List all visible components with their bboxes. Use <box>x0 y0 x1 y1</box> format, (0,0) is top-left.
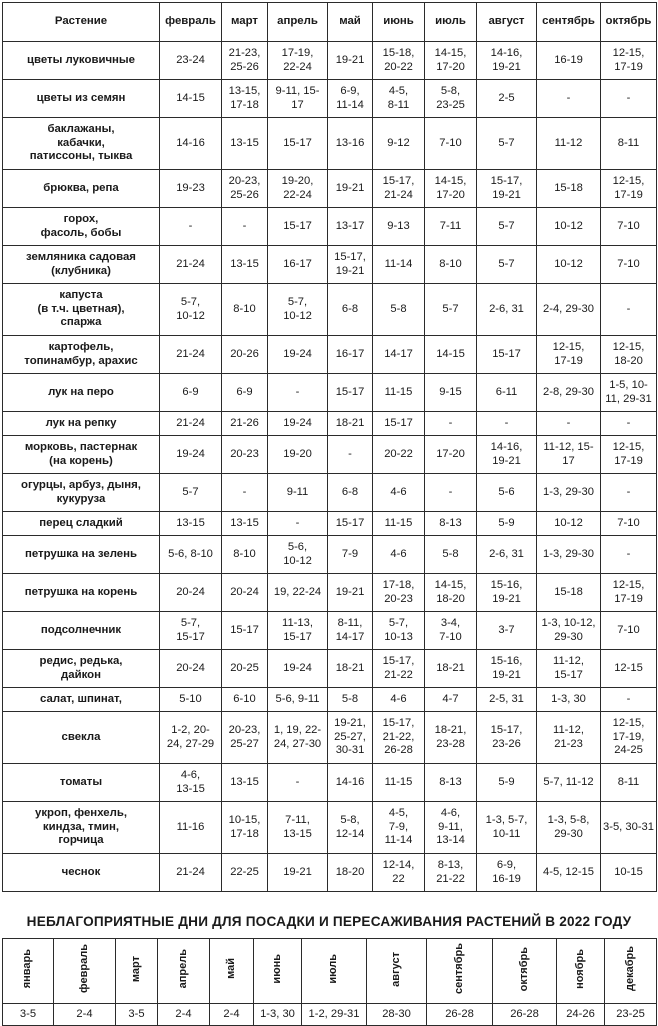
planting-days-cell: 12-15, 18-20 <box>601 336 657 374</box>
planting-days-cell: 4-6 <box>373 536 425 574</box>
planting-days-cell: 19-24 <box>268 650 328 688</box>
header-month: апрель <box>268 3 328 42</box>
table-header-row <box>3 3 657 42</box>
planting-days-cell: 15-17 <box>328 512 373 536</box>
table-row <box>3 170 657 208</box>
month-label: апрель <box>176 949 189 989</box>
planting-days-cell: 4-5, 12-15 <box>537 854 601 892</box>
planting-days-cell: 8-13 <box>425 512 477 536</box>
planting-days-cell: - <box>222 474 268 512</box>
month-label: август <box>389 951 402 987</box>
unfavorable-month-header <box>493 939 557 1004</box>
planting-days-cell: 7-10 <box>601 208 657 246</box>
planting-days-cell: 13-15 <box>222 512 268 536</box>
planting-days-cell: - <box>601 412 657 436</box>
unfavorable-days-cell: 3-5 <box>3 1004 54 1026</box>
planting-days-cell: 14-16, 19-21 <box>477 42 537 80</box>
plant-name: чеснок <box>3 854 160 892</box>
table-row <box>3 474 657 512</box>
planting-days-cell: 17-20 <box>425 436 477 474</box>
month-label: сентябрь <box>452 943 465 995</box>
month-label: октябрь <box>517 946 530 992</box>
plant-name: цветы луковичные <box>3 42 160 80</box>
planting-days-cell: 15-17 <box>268 118 328 170</box>
planting-days-cell: 6-9 <box>160 374 222 412</box>
planting-days-cell: 12-14, 22 <box>373 854 425 892</box>
planting-days-cell: 5-8 <box>328 688 373 712</box>
table-row <box>3 574 657 612</box>
planting-days-cell: 20-22 <box>373 436 425 474</box>
planting-days-cell: 15-18 <box>537 574 601 612</box>
unfavorable-days-cell: 2-4 <box>54 1004 116 1026</box>
planting-days-cell: 15-18 <box>537 170 601 208</box>
plant-name: брюква, репа <box>3 170 160 208</box>
planting-days-cell: 19-20 <box>268 436 328 474</box>
planting-days-cell: 20-23, 25-27 <box>222 712 268 764</box>
planting-days-cell: - <box>268 764 328 802</box>
planting-days-cell: 21-23, 25-26 <box>222 42 268 80</box>
planting-days-cell: - <box>268 512 328 536</box>
planting-days-cell: 8-11 <box>601 118 657 170</box>
table-row <box>3 42 657 80</box>
planting-days-cell: 23-24 <box>160 42 222 80</box>
planting-days-cell: 11-15 <box>373 374 425 412</box>
planting-days-cell: 5-6, 9-11 <box>268 688 328 712</box>
table-row <box>3 284 657 336</box>
planting-days-cell: 19-21 <box>328 574 373 612</box>
planting-days-cell: 15-17, 21-22 <box>373 650 425 688</box>
planting-days-cell: 14-15, 17-20 <box>425 170 477 208</box>
planting-days-cell: 15-16, 19-21 <box>477 650 537 688</box>
plant-name: редис, редька, дайкон <box>3 650 160 688</box>
planting-days-cell: 21-24 <box>160 246 222 284</box>
table-row <box>3 802 657 854</box>
table-row <box>3 374 657 412</box>
planting-days-cell: - <box>537 412 601 436</box>
month-label: июнь <box>270 954 283 984</box>
unfavorable-month-header <box>427 939 493 1004</box>
unfavorable-month-header <box>367 939 427 1004</box>
planting-days-cell: 15-17, 21-24 <box>373 170 425 208</box>
planting-days-cell: - <box>160 208 222 246</box>
table-row <box>3 764 657 802</box>
planting-days-cell: 7-10 <box>601 612 657 650</box>
planting-days-cell: 14-17 <box>373 336 425 374</box>
planting-days-cell: 21-24 <box>160 412 222 436</box>
month-label: май <box>224 958 237 980</box>
planting-days-cell: 18-21 <box>425 650 477 688</box>
planting-days-cell: - <box>222 208 268 246</box>
table-row <box>3 246 657 284</box>
month-label: февраль <box>77 944 90 994</box>
planting-days-cell: 19, 22-24 <box>268 574 328 612</box>
planting-days-cell: 5-9 <box>477 764 537 802</box>
planting-days-cell: 10-15 <box>601 854 657 892</box>
unfavorable-month-header <box>158 939 210 1004</box>
planting-days-cell: 7-10 <box>601 512 657 536</box>
planting-days-cell: 21-24 <box>160 336 222 374</box>
planting-days-cell: 20-24 <box>160 574 222 612</box>
plant-name: земляника садовая (клубника) <box>3 246 160 284</box>
planting-days-cell: 20-23 <box>222 436 268 474</box>
planting-days-cell: 1, 19, 22- 24, 27-30 <box>268 712 328 764</box>
planting-days-cell: 5-8 <box>373 284 425 336</box>
planting-days-cell: 4-6 <box>373 688 425 712</box>
planting-days-cell: 1-3, 30 <box>537 688 601 712</box>
planting-days-cell: 15-18, 20-22 <box>373 42 425 80</box>
unfavorable-days-cell: 1-2, 29-31 <box>302 1004 367 1026</box>
planting-days-cell: 18-21 <box>328 412 373 436</box>
planting-days-cell: 5-7 <box>160 474 222 512</box>
planting-days-cell: 12-15, 17-19, 24-25 <box>601 712 657 764</box>
unfavorable-days-cell: 2-4 <box>158 1004 210 1026</box>
planting-days-cell: 2-4, 29-30 <box>537 284 601 336</box>
planting-days-cell: 4-5, 8-11 <box>373 80 425 118</box>
planting-days-cell: 12-15, 17-19 <box>601 574 657 612</box>
unfavorable-month-header <box>557 939 605 1004</box>
planting-days-cell: 12-15, 17-19 <box>601 170 657 208</box>
planting-days-cell: 12-15, 17-19 <box>601 42 657 80</box>
planting-days-cell: 11-15 <box>373 764 425 802</box>
planting-days-cell: 14-15, 17-20 <box>425 42 477 80</box>
table-row <box>3 208 657 246</box>
planting-days-cell: 4-6, 9-11, 13-14 <box>425 802 477 854</box>
planting-days-cell: 1-3, 5-7, 10-11 <box>477 802 537 854</box>
planting-days-table <box>2 2 657 892</box>
table-row <box>3 650 657 688</box>
planting-days-cell: 3-5, 30-31 <box>601 802 657 854</box>
planting-days-cell: 19-20, 22-24 <box>268 170 328 208</box>
table-row <box>3 854 657 892</box>
planting-days-cell: 12-15, 17-19 <box>601 436 657 474</box>
table-row <box>3 712 657 764</box>
month-label: ноябрь <box>573 948 586 989</box>
planting-days-cell: - <box>537 80 601 118</box>
planting-days-cell: 5-7 <box>477 208 537 246</box>
header-month: октябрь <box>601 3 657 42</box>
planting-days-cell: 15-17 <box>222 612 268 650</box>
header-plant: Растение <box>3 3 160 42</box>
unfavorable-months-row <box>3 939 657 1004</box>
unfavorable-days-table <box>2 938 657 1026</box>
planting-days-cell: 1-3, 29-30 <box>537 474 601 512</box>
planting-days-cell: 1-3, 29-30 <box>537 536 601 574</box>
planting-days-cell: 19-24 <box>268 336 328 374</box>
planting-days-cell: 5-7 <box>425 284 477 336</box>
planting-days-cell: - <box>601 474 657 512</box>
unfavorable-days-title: НЕБЛАГОПРИЯТНЫЕ ДНИ ДЛЯ ПОСАДКИ И ПЕРЕСАЖИВАНИЯ РАСТЕНИЙ В 2022 ГОДУ <box>26 914 632 929</box>
planting-days-cell: 2-6, 31 <box>477 284 537 336</box>
planting-days-cell: 20-25 <box>222 650 268 688</box>
planting-days-cell: 11-12, 15- 17 <box>537 436 601 474</box>
unfavorable-month-header <box>302 939 367 1004</box>
planting-days-cell: 13-17 <box>328 208 373 246</box>
planting-days-cell: 5-6 <box>477 474 537 512</box>
planting-days-cell: - <box>601 536 657 574</box>
header-month: август <box>477 3 537 42</box>
planting-days-cell: 16-17 <box>328 336 373 374</box>
header-month: март <box>222 3 268 42</box>
plant-name: лук на репку <box>3 412 160 436</box>
plant-name: огурцы, арбуз, дыня, кукуруза <box>3 474 160 512</box>
planting-days-cell: 12-15 <box>601 650 657 688</box>
plant-name: салат, шпинат, <box>3 688 160 712</box>
plant-name: горох, фасоль, бобы <box>3 208 160 246</box>
planting-days-cell: - <box>477 412 537 436</box>
planting-days-cell: 2-8, 29-30 <box>537 374 601 412</box>
planting-days-cell: 1-3, 10-12, 29-30 <box>537 612 601 650</box>
unfavorable-month-header <box>254 939 302 1004</box>
planting-days-cell: 6-10 <box>222 688 268 712</box>
planting-days-cell: 13-16 <box>328 118 373 170</box>
planting-days-cell: 4-5, 7-9, 11-14 <box>373 802 425 854</box>
planting-days-cell: 15-17, 21-22, 26-28 <box>373 712 425 764</box>
planting-days-cell: 1-3, 5-8, 29-30 <box>537 802 601 854</box>
table-row <box>3 336 657 374</box>
planting-days-cell: - <box>425 474 477 512</box>
unfavorable-days-cell: 3-5 <box>116 1004 158 1026</box>
month-label: январь <box>21 949 34 989</box>
unfavorable-month-header <box>210 939 254 1004</box>
table-row <box>3 118 657 170</box>
planting-days-cell: 7-11 <box>425 208 477 246</box>
planting-days-cell: 2-6, 31 <box>477 536 537 574</box>
planting-days-cell: 7-10 <box>425 118 477 170</box>
planting-days-cell: 4-7 <box>425 688 477 712</box>
planting-days-cell: 13-15 <box>222 764 268 802</box>
planting-days-cell: 15-17 <box>373 412 425 436</box>
planting-days-cell: 15-17, 19-21 <box>328 246 373 284</box>
header-month: сентябрь <box>537 3 601 42</box>
planting-days-cell: 9-12 <box>373 118 425 170</box>
month-label: июль <box>327 954 340 984</box>
planting-days-cell: 13-15, 17-18 <box>222 80 268 118</box>
planting-days-cell: 12-15, 17-19 <box>537 336 601 374</box>
planting-days-cell: 9-15 <box>425 374 477 412</box>
planting-days-cell: 5-6, 8-10 <box>160 536 222 574</box>
unfavorable-days-row <box>3 1004 657 1026</box>
planting-days-cell: 13-15 <box>222 118 268 170</box>
unfavorable-days-cell: 26-28 <box>493 1004 557 1026</box>
planting-days-cell: 16-19 <box>537 42 601 80</box>
planting-days-cell: - <box>328 436 373 474</box>
planting-days-cell: - <box>601 284 657 336</box>
planting-days-cell: 14-16 <box>160 118 222 170</box>
planting-days-cell: 3-7 <box>477 612 537 650</box>
plant-name: картофель, топинамбур, арахис <box>3 336 160 374</box>
planting-days-cell: 7-11, 13-15 <box>268 802 328 854</box>
planting-days-cell: 18-21, 23-28 <box>425 712 477 764</box>
planting-days-cell: 14-15, 18-20 <box>425 574 477 612</box>
planting-days-cell: 11-12 <box>537 118 601 170</box>
planting-days-cell: 11-12, 21-23 <box>537 712 601 764</box>
planting-days-cell: 1-2, 20- 24, 27-29 <box>160 712 222 764</box>
planting-days-cell: 15-17 <box>328 374 373 412</box>
planting-days-cell: 15-17 <box>477 336 537 374</box>
planting-days-cell: 15-17, 23-26 <box>477 712 537 764</box>
planting-days-cell: 7-9 <box>328 536 373 574</box>
planting-days-cell: 5-8, 12-14 <box>328 802 373 854</box>
planting-days-cell: 5-7, 10-12 <box>160 284 222 336</box>
planting-days-cell: 19-21 <box>268 854 328 892</box>
header-month: июнь <box>373 3 425 42</box>
planting-days-cell: 6-9 <box>222 374 268 412</box>
planting-days-cell: 21-26 <box>222 412 268 436</box>
planting-days-cell: 19-21 <box>328 170 373 208</box>
plant-name: лук на перо <box>3 374 160 412</box>
plant-name: капуста (в т.ч. цветная), спаржа <box>3 284 160 336</box>
header-month: февраль <box>160 3 222 42</box>
planting-days-cell: 19-21 <box>328 42 373 80</box>
planting-days-cell: 20-24 <box>160 650 222 688</box>
plant-name: петрушка на корень <box>3 574 160 612</box>
unfavorable-days-cell: 28-30 <box>367 1004 427 1026</box>
planting-days-cell: 2-5, 31 <box>477 688 537 712</box>
planting-days-cell: 9-13 <box>373 208 425 246</box>
planting-days-cell: 10-15, 17-18 <box>222 802 268 854</box>
planting-days-cell: 5-7, 10-13 <box>373 612 425 650</box>
planting-days-cell: 6-8 <box>328 474 373 512</box>
planting-days-cell: 22-25 <box>222 854 268 892</box>
planting-days-cell: - <box>601 688 657 712</box>
planting-days-cell: 18-20 <box>328 854 373 892</box>
planting-days-cell: 10-12 <box>537 208 601 246</box>
planting-days-cell: 5-6, 10-12 <box>268 536 328 574</box>
planting-days-cell: 6-8 <box>328 284 373 336</box>
planting-days-cell: 17-19, 22-24 <box>268 42 328 80</box>
planting-days-cell: 5-7, 15-17 <box>160 612 222 650</box>
planting-days-cell: 5-10 <box>160 688 222 712</box>
planting-days-cell: 14-15 <box>160 80 222 118</box>
planting-days-cell: - <box>425 412 477 436</box>
planting-days-cell: - <box>268 374 328 412</box>
planting-days-cell: 19-24 <box>160 436 222 474</box>
unfavorable-month-header <box>3 939 54 1004</box>
header-month: май <box>328 3 373 42</box>
planting-days-cell: 6-11 <box>477 374 537 412</box>
planting-days-cell: 4-6 <box>373 474 425 512</box>
planting-days-cell: 13-15 <box>160 512 222 536</box>
unfavorable-month-header <box>605 939 657 1004</box>
planting-days-cell: 8-11, 14-17 <box>328 612 373 650</box>
planting-days-cell: 3-4, 7-10 <box>425 612 477 650</box>
table-row <box>3 80 657 118</box>
planting-days-cell: 17-18, 20-23 <box>373 574 425 612</box>
header-month: июль <box>425 3 477 42</box>
planting-days-cell: - <box>601 80 657 118</box>
planting-days-cell: 5-8, 23-25 <box>425 80 477 118</box>
planting-days-cell: 7-10 <box>601 246 657 284</box>
unfavorable-days-cell: 26-28 <box>427 1004 493 1026</box>
planting-days-cell: 14-16, 19-21 <box>477 436 537 474</box>
planting-days-cell: 20-26 <box>222 336 268 374</box>
table-row <box>3 612 657 650</box>
plant-name: перец сладкий <box>3 512 160 536</box>
planting-days-cell: 8-11 <box>601 764 657 802</box>
planting-days-cell: 13-15 <box>222 246 268 284</box>
table-row <box>3 436 657 474</box>
planting-days-cell: 8-10 <box>222 536 268 574</box>
planting-days-cell: 11-15 <box>373 512 425 536</box>
planting-days-cell: 10-12 <box>537 512 601 536</box>
planting-days-cell: 14-16 <box>328 764 373 802</box>
planting-days-cell: 6-9, 11-14 <box>328 80 373 118</box>
planting-days-cell: 5-8 <box>425 536 477 574</box>
planting-days-cell: 8-13, 21-22 <box>425 854 477 892</box>
planting-days-cell: 15-17, 19-21 <box>477 170 537 208</box>
planting-days-cell: 20-23, 25-26 <box>222 170 268 208</box>
unfavorable-days-cell: 24-26 <box>557 1004 605 1026</box>
plant-name: петрушка на зелень <box>3 536 160 574</box>
planting-days-cell: 10-12 <box>537 246 601 284</box>
planting-days-cell: 8-10 <box>425 246 477 284</box>
plant-name: томаты <box>3 764 160 802</box>
plant-name: цветы из семян <box>3 80 160 118</box>
planting-days-cell: 1-5, 10- 11, 29-31 <box>601 374 657 412</box>
table-row <box>3 512 657 536</box>
table-row <box>3 688 657 712</box>
planting-days-cell: 5-7, 10-12 <box>268 284 328 336</box>
planting-days-cell: 15-16, 19-21 <box>477 574 537 612</box>
planting-days-cell: 2-5 <box>477 80 537 118</box>
planting-days-cell: 9-11, 15- 17 <box>268 80 328 118</box>
plant-name: свекла <box>3 712 160 764</box>
month-label: декабрь <box>623 946 636 992</box>
planting-days-cell: 5-7 <box>477 118 537 170</box>
planting-days-cell: 5-7 <box>477 246 537 284</box>
planting-days-cell: 18-21 <box>328 650 373 688</box>
planting-days-cell: 6-9, 16-19 <box>477 854 537 892</box>
planting-days-cell: 11-12, 15-17 <box>537 650 601 688</box>
table-row <box>3 536 657 574</box>
unfavorable-month-header <box>54 939 116 1004</box>
plant-name: баклажаны, кабачки, патиссоны, тыква <box>3 118 160 170</box>
unfavorable-month-header <box>116 939 158 1004</box>
planting-days-cell: 16-17 <box>268 246 328 284</box>
month-label: март <box>129 955 142 982</box>
planting-days-cell: 8-10 <box>222 284 268 336</box>
plant-name: морковь, пастернак (на корень) <box>3 436 160 474</box>
planting-days-cell: 9-11 <box>268 474 328 512</box>
planting-days-cell: 11-16 <box>160 802 222 854</box>
planting-days-cell: 5-7, 11-12 <box>537 764 601 802</box>
planting-days-cell: 21-24 <box>160 854 222 892</box>
planting-days-cell: 15-17 <box>268 208 328 246</box>
planting-days-cell: 19-24 <box>268 412 328 436</box>
table-row <box>3 412 657 436</box>
planting-days-cell: 11-14 <box>373 246 425 284</box>
unfavorable-days-cell: 2-4 <box>210 1004 254 1026</box>
planting-days-cell: 19-23 <box>160 170 222 208</box>
plant-name: укроп, фенхель, киндза, тмин, горчица <box>3 802 160 854</box>
planting-days-cell: 19-21, 25-27, 30-31 <box>328 712 373 764</box>
planting-days-cell: 11-13, 15-17 <box>268 612 328 650</box>
planting-days-cell: 5-9 <box>477 512 537 536</box>
planting-days-cell: 20-24 <box>222 574 268 612</box>
unfavorable-days-cell: 23-25 <box>605 1004 657 1026</box>
planting-days-cell: 14-15 <box>425 336 477 374</box>
planting-days-cell: 8-13 <box>425 764 477 802</box>
unfavorable-days-cell: 1-3, 30 <box>254 1004 302 1026</box>
plant-name: подсолнечник <box>3 612 160 650</box>
planting-days-cell: 4-6, 13-15 <box>160 764 222 802</box>
